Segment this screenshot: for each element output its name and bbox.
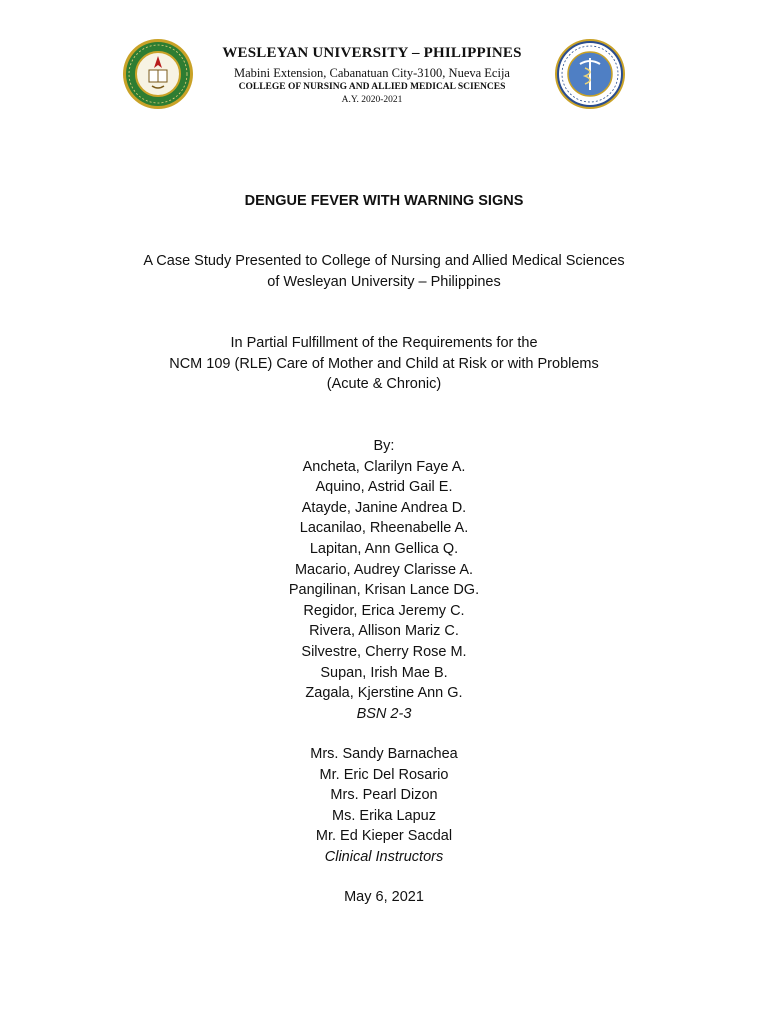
author-name: Zagala, Kjerstine Ann G. xyxy=(305,685,463,702)
presented-to-line: A Case Study Presented to College of Nursing and Allied Medical Sciences xyxy=(143,253,625,269)
instructors-block xyxy=(0,744,768,868)
author-name: Lapitan, Ann Gellica Q. xyxy=(309,540,459,557)
fulfillment-line: In Partial Fulfillment of the Requirements for the xyxy=(230,335,538,351)
author-name: Lacanilao, Rheenabelle A. xyxy=(299,520,469,537)
document-header xyxy=(0,0,768,120)
presented-to-line: of Wesleyan University – Philippines xyxy=(267,273,501,290)
by-label: By: xyxy=(373,438,395,454)
author-name: Aquino, Astrid Gail E. xyxy=(315,479,453,496)
presented-to-block xyxy=(0,251,768,292)
institution-block xyxy=(200,44,544,107)
author-name: Macario, Audrey Clarisse A. xyxy=(294,561,474,578)
instructor-name: Mr. Ed Kieper Sacdal xyxy=(315,828,453,845)
college-name: COLLEGE OF NURSING AND ALLIED MEDICAL SCIENCES xyxy=(238,82,506,92)
author-name: Regidor, Erica Jeremy C. xyxy=(303,602,465,619)
authors-block xyxy=(0,436,768,724)
case-title: DENGUE FEVER WITH WARNING SIGNS xyxy=(244,193,524,209)
instructors-label: Clinical Instructors xyxy=(324,848,444,865)
section-label: BSN 2-3 xyxy=(356,705,412,722)
author-name: Silvestre, Cherry Rose M. xyxy=(301,643,467,660)
fulfillment-block xyxy=(0,333,768,395)
fulfillment-line: (Acute & Chronic) xyxy=(326,376,442,393)
author-name: Pangilinan, Krisan Lance DG. xyxy=(288,582,480,599)
fulfillment-line: NCM 109 (RLE) Care of Mother and Child at Risk or with Problems xyxy=(169,355,599,372)
submission-date: May 6, 2021 xyxy=(344,889,424,905)
author-name: Ancheta, Clarilyn Faye A. xyxy=(302,458,466,475)
instructor-name: Mrs. Pearl Dizon xyxy=(330,787,438,804)
university-seal-icon xyxy=(122,38,194,110)
instructor-name: Mrs. Sandy Barnachea xyxy=(310,746,458,762)
author-name: Rivera, Allison Mariz C. xyxy=(309,623,459,640)
university-address: Mabini Extension, Cabanatuan City-3100, Nueva Ecija xyxy=(234,66,510,80)
author-name: Supan, Irish Mae B. xyxy=(320,664,448,681)
university-name: WESLEYAN UNIVERSITY – PHILIPPINES xyxy=(222,45,522,61)
instructor-name: Mr. Eric Del Rosario xyxy=(319,766,449,783)
author-name: Atayde, Janine Andrea D. xyxy=(301,499,467,516)
nursing-college-seal-icon xyxy=(554,38,626,110)
instructor-name: Ms. Erika Lapuz xyxy=(332,807,436,824)
academic-year: A.Y. 2020-2021 xyxy=(341,95,403,105)
